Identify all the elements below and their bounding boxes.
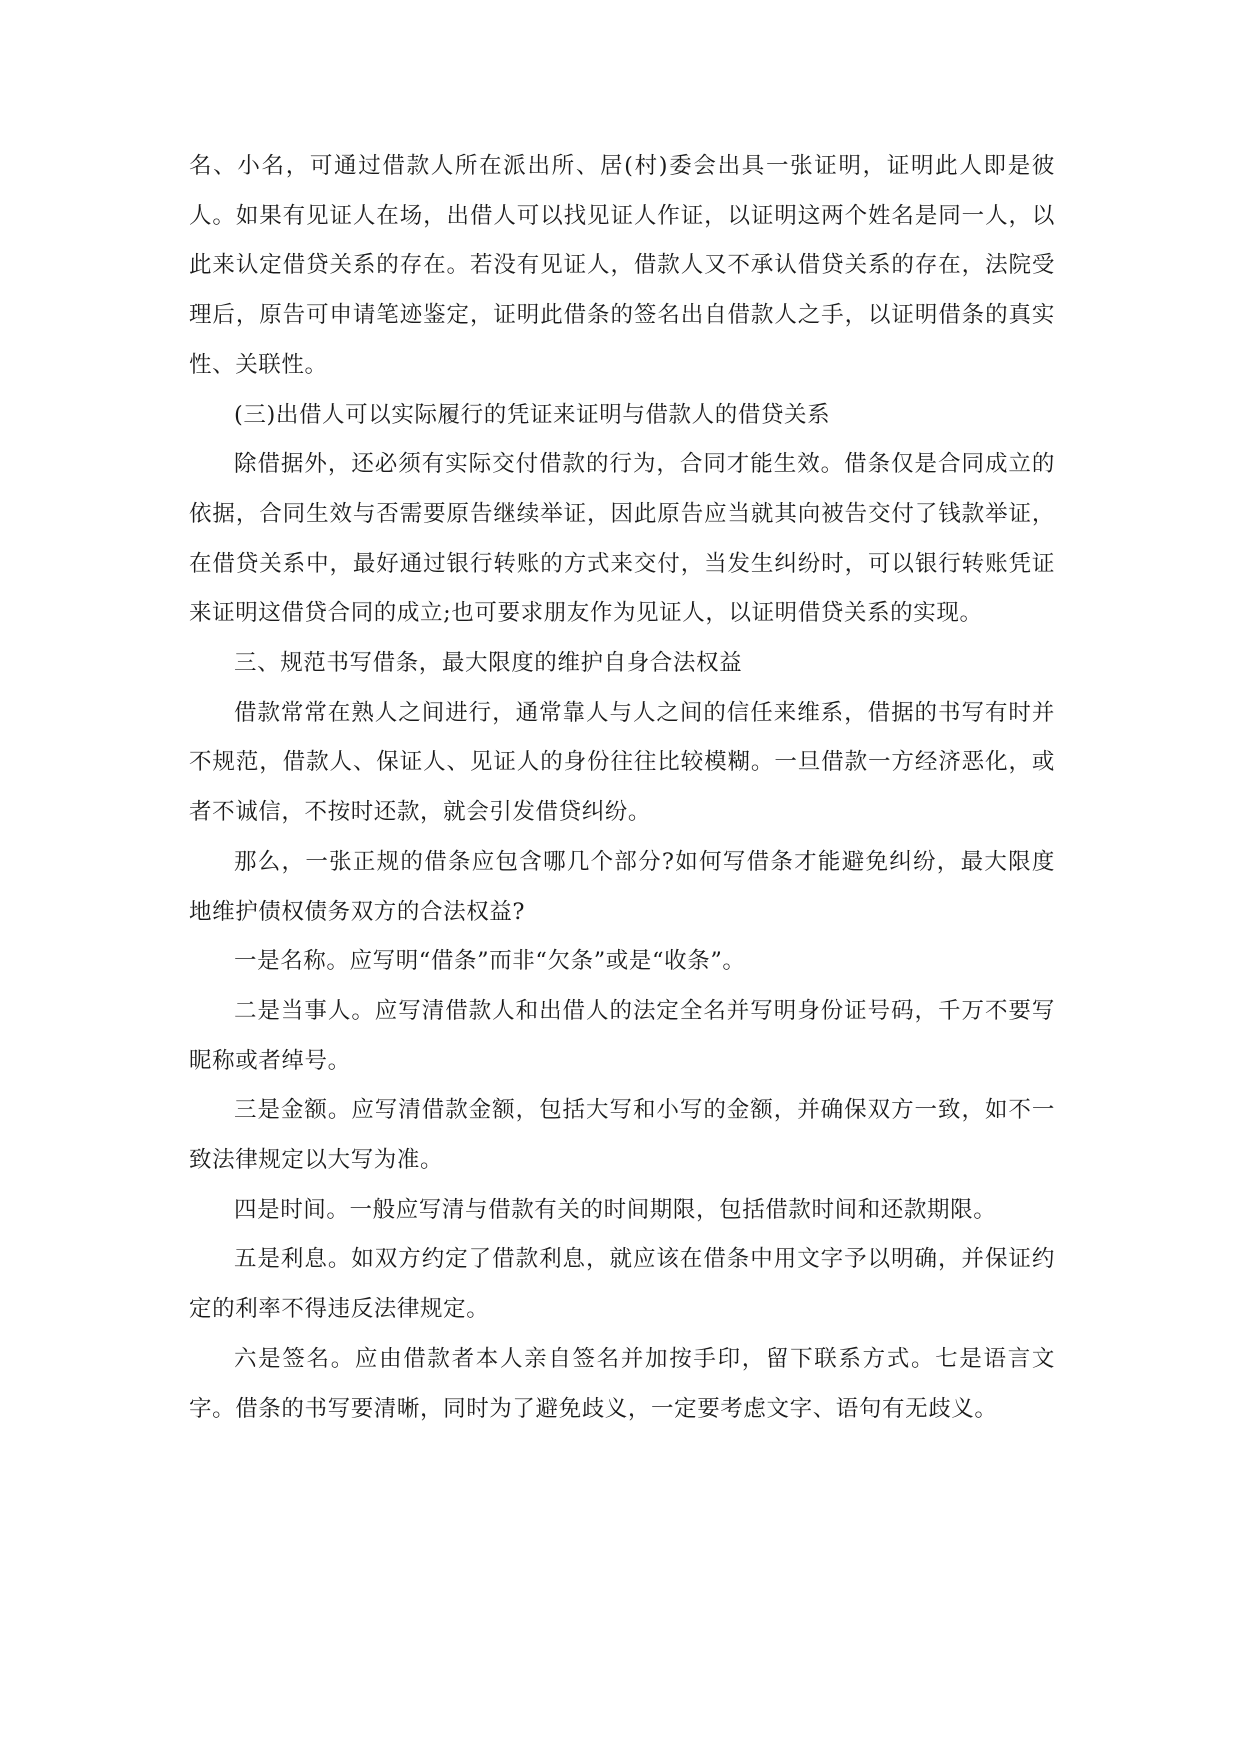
list-item-parties: 二是当事人。应写清借款人和出借人的法定全名并写明身份证号码，千万不要写昵称或者绰号。 <box>189 997 1055 1074</box>
list-item-amount: 三是金额。应写清借款金额，包括大写和小写的金额，并确保双方一致，如不一致法律规定以大写为准。 <box>189 1097 1055 1174</box>
paragraph-continued: 名、小名，可通过借款人所在派出所、居(村)委会出具一张证明，证明此人即是彼人。如果有见证人在场，出借人可以找见证人作证，以证明这两个姓名是同一人，以此来认定借贷关系的存在。若没有见证人，借款人又不承认借贷关系的存在，法院受理后，原告可申请笔迹鉴定，证明此借条的签名出自借款人之手，以证明借条的真实性、关联性。 <box>189 153 1055 378</box>
list-item-signature: 六是签名。应由借款者本人亲自签名并加按手印，留下联系方式。七是语言文字。借条的书写要清晰，同时为了避免歧义，一定要考虑文字、语句有无歧义。 <box>189 1345 1055 1422</box>
list-item-name: 一是名称。应写明“借条”而非“欠条”或是“收条”。 <box>234 948 746 975</box>
paragraph-question: 那么，一张正规的借条应包含哪几个部分?如何写借条才能避免纠纷，最大限度地维护债权债务双方的合法权益? <box>189 848 1055 925</box>
paragraph-delivery-proof: 除借据外，还必须有实际交付借款的行为，合同才能生效。借条仅是合同成立的依据，合同生效与否需要原告继续举证，因此原告应当就其向被告交付了钱款举证，在借贷关系中，最好通过银行转账的方式来交付，当发生纠纷时，可以银行转账凭证来证明这借贷合同的成立;也可要求朋友作为见证人，以证明借贷关系的实现。 <box>189 451 1055 627</box>
subheading-three: (三)出借人可以实际履行的凭证来证明与借款人的借贷关系 <box>234 401 831 428</box>
document-body <box>189 142 1055 1434</box>
list-item-time: 四是时间。一般应写清与借款有关的时间期限，包括借款时间和还款期限。 <box>234 1196 997 1223</box>
list-item-interest: 五是利息。如双方约定了借款利息，就应该在借条中用文字予以明确，并保证约定的利率不得违反法律规定。 <box>189 1246 1055 1323</box>
paragraph-acquaintance-loans: 借款常常在熟人之间进行，通常靠人与人之间的信任来维系，借据的书写有时并不规范，借款人、保证人、见证人的身份往往比较模糊。一旦借款一方经济恶化，或者不诚信，不按时还款，就会引发借贷纠纷。 <box>189 699 1055 826</box>
section-heading-three: 三、规范书写借条，最大限度的维护自身合法权益 <box>234 650 743 677</box>
